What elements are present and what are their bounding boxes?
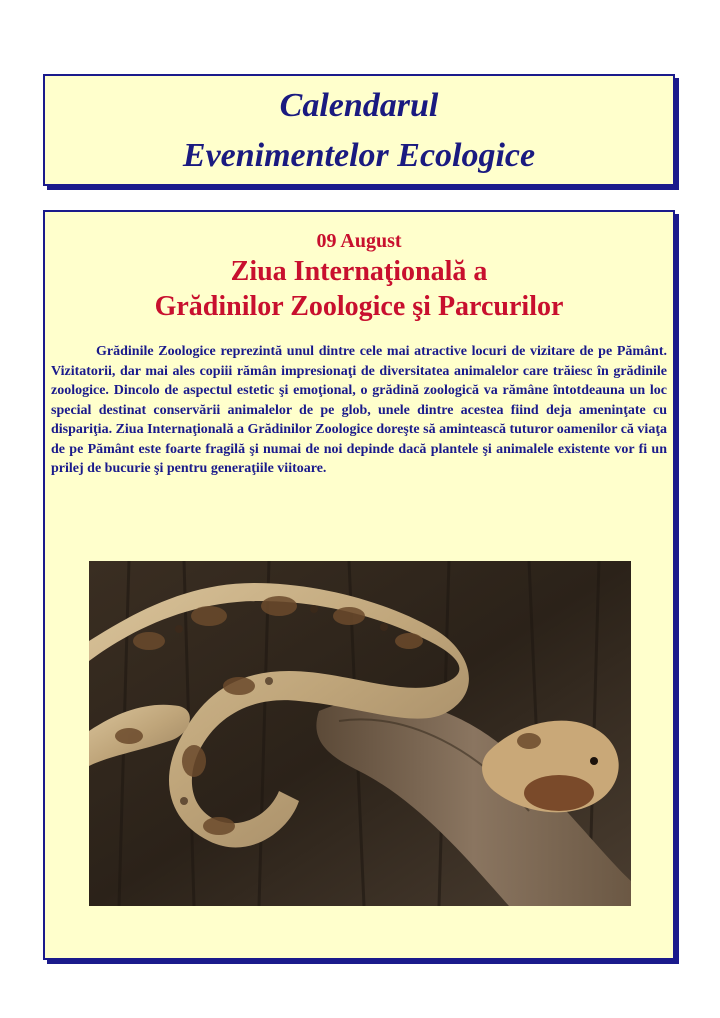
event-title-line2: Grădinilor Zoologice şi Parcurilor [154,291,564,322]
event-title-line1: Ziua Internaţională a [230,256,488,287]
header-title-line2: Evenimentelor Ecologice [182,137,536,174]
event-description: Grădinile Zoologice reprezintă unul dintre cele mai atractive locuri de vizitare de pe Pământ. Vizitatorii, dar mai ales copiii rămân impresionaţi de diversitatea animalelor care trăiesc în grădinile zoologice. Dincolo de aspectul estetic şi emoţional, o grădină zoologică va rămâne întotdeauna un loc special destinat conservării animalelor de pe glob, unele dintre acestea fiind deja ameninţate cu dispariţia. Ziua Internaţională a Grădinilor Zoologice doreşte să amintească tuturor oamenilor că viaţa de pe Pământ este foarte fragilă şi numai de noi depinde dacă plantele şi animalele existente vor fi un prilej de bucurie şi pentru generaţiile viitoare. [51,344,667,476]
event-date: 09 August [316,230,402,252]
snake-photo [89,561,631,906]
header-banner [43,74,675,186]
event-panel [43,210,675,960]
header-title-line1: Calendarul [279,87,439,124]
